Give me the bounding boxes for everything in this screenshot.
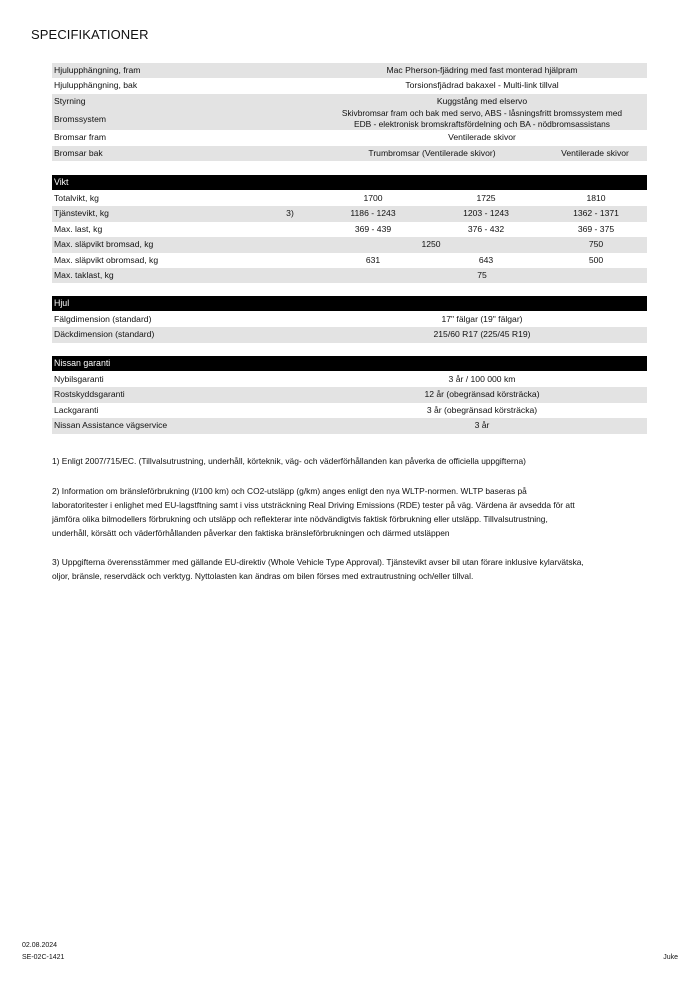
table-row [52, 403, 647, 418]
row-label: Nissan Assistance vägservice [54, 420, 168, 431]
table-row [52, 222, 647, 237]
row-value-line1: Skivbromsar fram och bak med servo, ABS - låsningsfritt bromssystem med [341, 108, 623, 119]
row-value: 3 år (obegränsad körsträcka) [426, 404, 538, 415]
note-line: 1) Enligt 2007/715/EC. (Tillvalsutrustning, underhåll, körteknik, väg- och väderförhållanden kan påverka de officiella uppgifterna) [52, 456, 526, 466]
note-line: underhåll, körsätt och väderförhållanden påverkar den faktiska bränsleförbrukningen och därmed utsläppen [52, 528, 450, 538]
warranty-table [52, 356, 647, 434]
value-col-3: 369 - 375 [577, 223, 615, 234]
table-row [52, 130, 647, 145]
chassis-table [52, 63, 647, 161]
row-label: Lackgaranti [54, 404, 99, 415]
row-value: 3 år / 100 000 km [448, 374, 516, 384]
row-value-a: Trumbromsar (Ventilerade skivor) [368, 147, 496, 158]
value-col-2: 376 - 432 [467, 223, 505, 234]
row-label: Bromsar fram [54, 132, 107, 143]
value-col-12: 1250 [421, 239, 441, 250]
value-col-2: 643 [478, 254, 494, 265]
table-row [52, 191, 647, 206]
row-label: Styrning [54, 95, 86, 106]
note-line: 2) Information om bränsleförbrukning (l/100 km) och CO2-utsläpp (g/km) anges enligt den nya WLTP-normen. WLTP baseras på [52, 486, 527, 496]
row-label: Max. last, kg [54, 223, 103, 234]
row-label: Hjulupphängning, fram [54, 65, 141, 75]
table-row [52, 372, 647, 387]
footnote-1 [52, 454, 652, 468]
table-row [52, 237, 647, 252]
footnote-ref: 3) [286, 208, 294, 219]
value-all: 75 [477, 269, 487, 280]
table-row [52, 206, 647, 221]
table-row [52, 253, 647, 268]
table-row [52, 78, 647, 93]
row-label: Rostskyddsgaranti [54, 389, 125, 400]
footnote-2 [52, 484, 652, 540]
footer-date: 02.08.2024 [22, 942, 58, 949]
footer-model: Juke [663, 954, 678, 961]
row-value: 215/60 R17 (225/45 R19) [433, 329, 531, 340]
row-label: Max. släpvikt obromsad, kg [54, 254, 159, 265]
row-label: Nybilsgaranti [54, 374, 104, 384]
table-row [52, 63, 647, 78]
row-label: Bromsar bak [54, 147, 103, 158]
value-col-3: 500 [588, 254, 604, 265]
table-row [52, 312, 647, 327]
page-title: SPECIFIKATIONER [31, 27, 149, 42]
value-col-1: 631 [365, 254, 381, 265]
row-value: Ventilerade skivor [448, 132, 516, 143]
note-line: laboratoritester i enlighet med EU-lagstftning samt i viss utsträckning Real Driving Emissions (RDE) tester på väg. Värdena är avsedda för att [52, 500, 575, 510]
row-label: Bromssystem [54, 114, 107, 125]
row-value: Mac Pherson-fjädring med fast monterad hjälpram [386, 65, 578, 75]
row-label: Hjulupphängning, bak [54, 80, 138, 91]
value-col-1: 1186 - 1243 [350, 208, 396, 219]
table-row [52, 94, 647, 109]
table-row [52, 109, 647, 130]
section-header-weight: Vikt [52, 175, 647, 190]
section-header-wheels: Hjul [52, 296, 647, 311]
value-col-3: 1362 - 1371 [573, 208, 619, 219]
row-value: Torsionsfjädrad bakaxel - Multi-link tillval [405, 80, 559, 91]
table-row [52, 268, 647, 283]
row-value: 12 år (obegränsad körsträcka) [424, 389, 540, 400]
note-line: jämföra olika bilmodellers förbrukning och utsläpp och reflekterar inte nödvändigtvis faktisk förbrukning eller utsläpp. Tillvalsutrustning, [52, 514, 548, 524]
row-value-line2: EDB - elektronisk bromskraftsfördelning och BA - nödbromsassistans [353, 119, 610, 130]
footer-code: SE-02C-1421 [22, 954, 65, 961]
note-line: oljor, bränsle, reservdäck och verktyg. Nyttolasten kan ändras om bilen förses med extrautrustning och/eller tillval. [52, 571, 474, 581]
note-line: 3) Uppgifterna överensstämmer med gällande EU-direktiv (Whole Vehicle Type Approval). Tjänstevikt avser bil utan förare inklusive kylarvätska, [52, 557, 584, 567]
row-label: Fälgdimension (standard) [54, 314, 152, 324]
row-value: Kuggstång med elservo [436, 95, 528, 106]
table-row [52, 146, 647, 161]
table-row [52, 387, 647, 402]
row-label: Däckdimension (standard) [54, 329, 155, 340]
value-col-2: 1725 [476, 193, 496, 203]
wheels-table [52, 296, 647, 343]
footnote-3 [52, 555, 652, 583]
row-label: Tjänstevikt, kg [54, 208, 109, 219]
section-header-warranty: Nissan garanti [52, 356, 647, 371]
row-label: Max. taklast, kg [54, 269, 114, 280]
value-col-3: 750 [588, 239, 604, 250]
row-value: 17" fälgar (19" fälgar) [441, 314, 523, 324]
table-row [52, 418, 647, 433]
row-value: 3 år [474, 420, 490, 431]
weight-table [52, 175, 647, 283]
value-col-1: 1700 [363, 193, 383, 203]
row-value-b: Ventilerade skivor [561, 147, 629, 158]
table-row [52, 327, 647, 342]
value-col-2: 1203 - 1243 [463, 208, 509, 219]
row-label: Totalvikt, kg [54, 193, 99, 203]
value-col-1: 369 - 439 [354, 223, 392, 234]
row-label: Max. släpvikt bromsad, kg [54, 239, 154, 250]
value-col-3: 1810 [586, 193, 606, 203]
